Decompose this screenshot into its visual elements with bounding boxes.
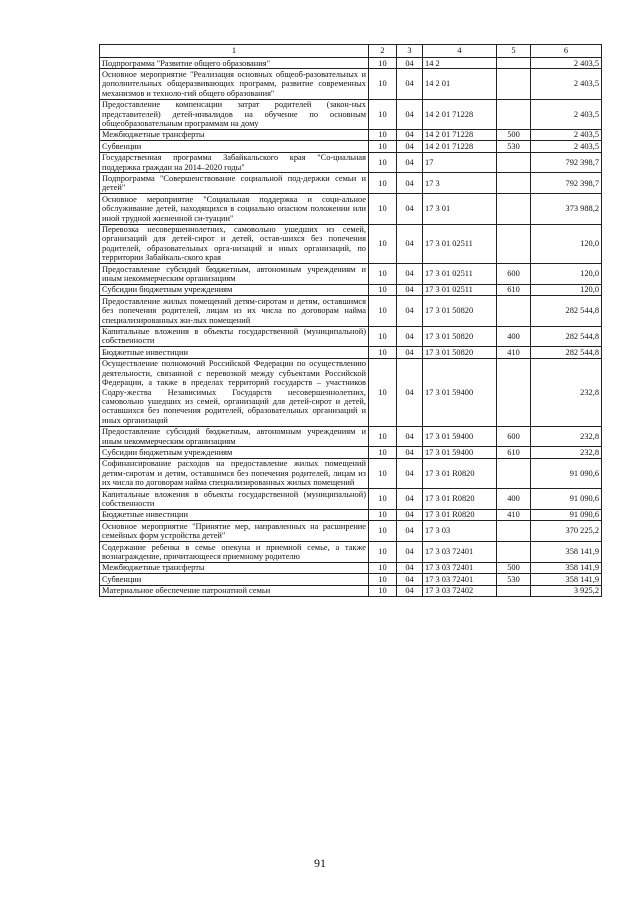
table-row — [100, 264, 602, 285]
table-row — [100, 152, 602, 173]
subsection-cell: 04 — [397, 152, 423, 173]
target-article-cell: 17 3 03 72401 — [423, 562, 497, 573]
row-name-cell: Капитальные вложения в объекты государственной (муниципальной) собственности — [100, 326, 369, 347]
section-cell: 10 — [369, 326, 397, 347]
target-article-cell: 17 3 03 72401 — [423, 574, 497, 585]
table-row — [100, 194, 602, 224]
target-article-cell: 14 2 01 — [423, 69, 497, 99]
subsection-cell: 04 — [397, 224, 423, 264]
row-name-cell: Межбюджетные трансферты — [100, 562, 369, 573]
column-header-6: 6 — [531, 45, 602, 58]
target-article-cell: 17 3 01 50820 — [423, 347, 497, 358]
table-row — [100, 69, 602, 99]
target-article-cell: 14 2 — [423, 58, 497, 69]
table-row — [100, 129, 602, 140]
expense-type-cell: 610 — [497, 284, 531, 295]
table-row — [100, 58, 602, 69]
section-cell: 10 — [369, 152, 397, 173]
row-name-cell: Предоставление субсидий бюджетным, автономным учреждениям и иным некоммерческим организациям — [100, 426, 369, 447]
section-cell: 10 — [369, 224, 397, 264]
subsection-cell: 04 — [397, 129, 423, 140]
expense-type-cell — [497, 99, 531, 129]
subsection-cell: 04 — [397, 358, 423, 426]
target-article-cell: 17 3 — [423, 173, 497, 194]
section-cell: 10 — [369, 99, 397, 129]
target-article-cell: 17 3 01 02511 — [423, 224, 497, 264]
subsection-cell: 04 — [397, 264, 423, 285]
row-name-cell: Материальное обеспечение патронатной семьи — [100, 585, 369, 596]
target-article-cell: 17 3 03 72401 — [423, 542, 497, 563]
amount-cell: 282 544,8 — [531, 296, 602, 326]
amount-cell: 358 141,9 — [531, 542, 602, 563]
row-name-cell: Субсидии бюджетным учреждениям — [100, 447, 369, 458]
row-name-cell: Предоставление субсидий бюджетным, автономным учреждениям и иным некоммерческим организациям — [100, 264, 369, 285]
amount-cell: 3 925,2 — [531, 585, 602, 596]
page-number: 91 — [314, 856, 326, 870]
section-cell: 10 — [369, 173, 397, 194]
expense-type-cell — [497, 521, 531, 542]
amount-cell: 232,8 — [531, 426, 602, 447]
target-article-cell: 17 — [423, 152, 497, 173]
row-name-cell: Основное мероприятие "Принятие мер, направленных на расширение семейных форм устройства детей" — [100, 521, 369, 542]
table-row — [100, 521, 602, 542]
subsection-cell: 04 — [397, 194, 423, 224]
expense-type-cell: 400 — [497, 326, 531, 347]
expense-type-cell — [497, 542, 531, 563]
row-name-cell: Капитальные вложения в объекты государственной (муниципальной) собственности — [100, 489, 369, 510]
section-cell: 10 — [369, 458, 397, 488]
expense-type-cell — [497, 194, 531, 224]
target-article-cell: 17 3 03 — [423, 521, 497, 542]
row-name-cell: Субсидии бюджетным учреждениям — [100, 284, 369, 295]
row-name-cell: Основное мероприятие "Социальная поддержка и соци-альное обслуживание детей, находящихся в социально опасном положении или иной трудной жизненной си-туации" — [100, 194, 369, 224]
table-header-row — [100, 45, 602, 58]
row-name-cell: Субвенции — [100, 141, 369, 152]
target-article-cell: 17 3 01 R0820 — [423, 458, 497, 488]
expense-type-cell — [497, 58, 531, 69]
expense-type-cell: 500 — [497, 129, 531, 140]
target-article-cell: 17 3 01 — [423, 194, 497, 224]
subsection-cell: 04 — [397, 58, 423, 69]
section-cell: 10 — [369, 542, 397, 563]
row-name-cell: Содержание ребенка в семье опекуна и приемной семье, а также вознаграждение, причитающееся приемному родителю — [100, 542, 369, 563]
section-cell: 10 — [369, 489, 397, 510]
expense-type-cell — [497, 296, 531, 326]
amount-cell: 232,8 — [531, 358, 602, 426]
amount-cell: 282 544,8 — [531, 347, 602, 358]
expense-type-cell — [497, 152, 531, 173]
table-row — [100, 347, 602, 358]
amount-cell: 120,0 — [531, 264, 602, 285]
table-row — [100, 562, 602, 573]
row-name-cell: Основное мероприятие "Реализация основных общеоб-разовательных и дополнительных общеразвивающих программ, развитие современных механизмов и техноло-гий общего образования" — [100, 69, 369, 99]
subsection-cell: 04 — [397, 509, 423, 520]
subsection-cell: 04 — [397, 284, 423, 295]
table-row — [100, 458, 602, 488]
subsection-cell: 04 — [397, 562, 423, 573]
expense-type-cell — [497, 69, 531, 99]
section-cell: 10 — [369, 585, 397, 596]
amount-cell: 91 090,6 — [531, 489, 602, 510]
expense-type-cell: 400 — [497, 489, 531, 510]
table-row — [100, 173, 602, 194]
section-cell: 10 — [369, 426, 397, 447]
amount-cell: 370 225,2 — [531, 521, 602, 542]
table-row — [100, 99, 602, 129]
amount-cell: 91 090,6 — [531, 458, 602, 488]
table-row — [100, 542, 602, 563]
column-header-4: 4 — [423, 45, 497, 58]
subsection-cell: 04 — [397, 326, 423, 347]
subsection-cell: 04 — [397, 489, 423, 510]
amount-cell: 373 988,2 — [531, 194, 602, 224]
target-article-cell: 17 3 01 02511 — [423, 264, 497, 285]
expense-type-cell: 500 — [497, 562, 531, 573]
expense-type-cell: 600 — [497, 264, 531, 285]
table-row — [100, 509, 602, 520]
amount-cell: 232,8 — [531, 447, 602, 458]
section-cell: 10 — [369, 296, 397, 326]
amount-cell: 792 398,7 — [531, 173, 602, 194]
row-name-cell: Осуществление полномочий Российской Федерации по осуществлению деятельности, связанной с перевозкой между субъектами Российской Федерации, а также в пределах территорий государств – участников Содру-жества Независимых Государств несовершеннолетних, самовольно ушедших из семей, организаций для детей-сирот и детей, оставшихся без попечения родителей, образовательных организаций и иных организаций — [100, 358, 369, 426]
row-name-cell: Государственная программа Забайкальского края "Со-циальная поддержка граждан на 2014–2020 годы" — [100, 152, 369, 173]
expense-type-cell — [497, 458, 531, 488]
expense-type-cell: 530 — [497, 574, 531, 585]
section-cell: 10 — [369, 358, 397, 426]
subsection-cell: 04 — [397, 426, 423, 447]
section-cell: 10 — [369, 574, 397, 585]
subsection-cell: 04 — [397, 99, 423, 129]
amount-cell: 2 403,5 — [531, 58, 602, 69]
target-article-cell: 14 2 01 71228 — [423, 129, 497, 140]
row-name-cell: Предоставление жилых помещений детям-сиротам и детям, оставшимся без попечения родителей, лицам из их числа по договорам найма специализированных жи-лых помещений — [100, 296, 369, 326]
amount-cell: 358 141,9 — [531, 574, 602, 585]
subsection-cell: 04 — [397, 296, 423, 326]
expense-type-cell: 600 — [497, 426, 531, 447]
table-row — [100, 574, 602, 585]
section-cell: 10 — [369, 284, 397, 295]
expense-type-cell: 410 — [497, 509, 531, 520]
section-cell: 10 — [369, 562, 397, 573]
section-cell: 10 — [369, 58, 397, 69]
amount-cell: 358 141,9 — [531, 562, 602, 573]
amount-cell: 2 403,5 — [531, 141, 602, 152]
table-row — [100, 296, 602, 326]
amount-cell: 282 544,8 — [531, 326, 602, 347]
subsection-cell: 04 — [397, 69, 423, 99]
target-article-cell: 17 3 01 R0820 — [423, 489, 497, 510]
amount-cell: 2 403,5 — [531, 99, 602, 129]
subsection-cell: 04 — [397, 521, 423, 542]
section-cell: 10 — [369, 521, 397, 542]
row-name-cell: Перевозка несовершеннолетних, самовольно ушедших из семей, организаций для детей-сирот и детей, остав-шихся без попечения родителей, образовательных орга-низаций и иных организаций, по территории Забайкаль-ского края — [100, 224, 369, 264]
table-row — [100, 426, 602, 447]
section-cell: 10 — [369, 129, 397, 140]
row-name-cell: Подпрограмма "Развитие общего образования" — [100, 58, 369, 69]
table-row — [100, 358, 602, 426]
target-article-cell: 17 3 01 59400 — [423, 358, 497, 426]
expense-type-cell: 610 — [497, 447, 531, 458]
target-article-cell: 17 3 01 50820 — [423, 296, 497, 326]
expense-type-cell: 410 — [497, 347, 531, 358]
expense-type-cell — [497, 358, 531, 426]
amount-cell: 2 403,5 — [531, 69, 602, 99]
target-article-cell: 17 3 03 72402 — [423, 585, 497, 596]
amount-cell: 792 398,7 — [531, 152, 602, 173]
subsection-cell: 04 — [397, 141, 423, 152]
table-row — [100, 284, 602, 295]
table-row — [100, 585, 602, 596]
section-cell: 10 — [369, 347, 397, 358]
subsection-cell: 04 — [397, 173, 423, 194]
section-cell: 10 — [369, 141, 397, 152]
expense-type-cell — [497, 585, 531, 596]
section-cell: 10 — [369, 264, 397, 285]
column-header-5: 5 — [497, 45, 531, 58]
subsection-cell: 04 — [397, 458, 423, 488]
table-row — [100, 489, 602, 510]
target-article-cell: 14 2 01 71228 — [423, 141, 497, 152]
target-article-cell: 14 2 01 71228 — [423, 99, 497, 129]
table-row — [100, 447, 602, 458]
section-cell: 10 — [369, 509, 397, 520]
row-name-cell: Бюджетные инвестиции — [100, 509, 369, 520]
row-name-cell: Софинансирование расходов на предоставление жилых помещений детям-сиротам и детям, оставшимся без попечения родителей, лицам из их числа по договорам найма специализированных жилых помещений — [100, 458, 369, 488]
section-cell: 10 — [369, 447, 397, 458]
subsection-cell: 04 — [397, 585, 423, 596]
expense-type-cell: 530 — [497, 141, 531, 152]
subsection-cell: 04 — [397, 347, 423, 358]
target-article-cell: 17 3 01 59400 — [423, 447, 497, 458]
column-header-2: 2 — [369, 45, 397, 58]
subsection-cell: 04 — [397, 542, 423, 563]
row-name-cell: Подпрограмма "Совершенствование социальной под-держки семьи и детей" — [100, 173, 369, 194]
target-article-cell: 17 3 01 02511 — [423, 284, 497, 295]
table-row — [100, 224, 602, 264]
amount-cell: 2 403,5 — [531, 129, 602, 140]
table-row — [100, 326, 602, 347]
row-name-cell: Предоставление компенсации затрат родителей (закон-ных представителей) детей-инвалидов на обучение по основным общеобразовательным программам на дому — [100, 99, 369, 129]
section-cell: 10 — [369, 69, 397, 99]
row-name-cell: Межбюджетные трансферты — [100, 129, 369, 140]
row-name-cell: Бюджетные инвестиции — [100, 347, 369, 358]
target-article-cell: 17 3 01 50820 — [423, 326, 497, 347]
amount-cell: 120,0 — [531, 284, 602, 295]
column-header-3: 3 — [397, 45, 423, 58]
target-article-cell: 17 3 01 59400 — [423, 426, 497, 447]
target-article-cell: 17 3 01 R0820 — [423, 509, 497, 520]
subsection-cell: 04 — [397, 447, 423, 458]
row-name-cell: Субвенции — [100, 574, 369, 585]
table-row — [100, 141, 602, 152]
table-body — [100, 58, 602, 597]
amount-cell: 91 090,6 — [531, 509, 602, 520]
subsection-cell: 04 — [397, 574, 423, 585]
expense-type-cell — [497, 173, 531, 194]
column-header-1: 1 — [100, 45, 369, 58]
amount-cell: 120,0 — [531, 224, 602, 264]
budget-table — [99, 44, 602, 597]
section-cell: 10 — [369, 194, 397, 224]
expense-type-cell — [497, 224, 531, 264]
